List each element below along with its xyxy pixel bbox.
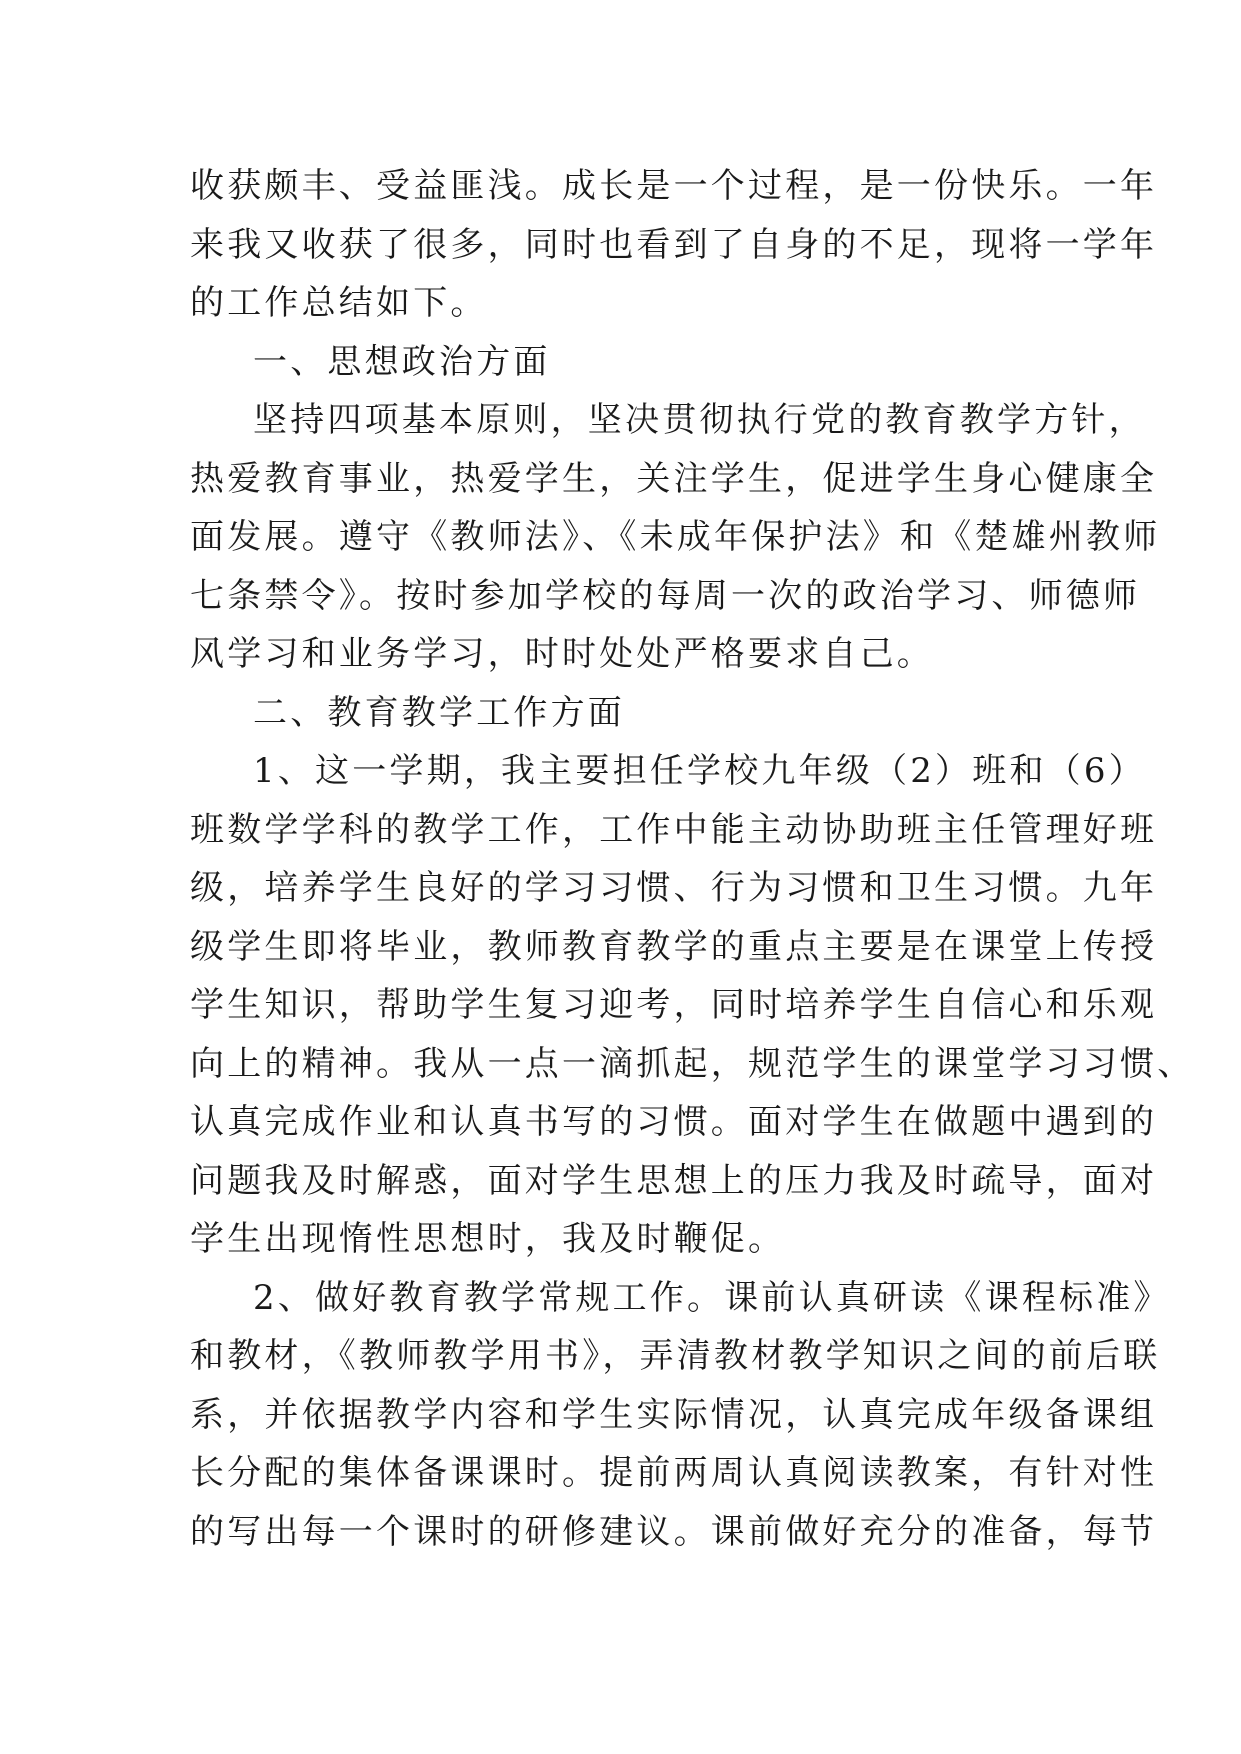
text-line: 级，培养学生良好的学习习惯、行为习惯和卫生习惯。九年 xyxy=(190,868,1158,908)
text-line: 学生出现惰性思想时，我及时鞭促。 xyxy=(190,1219,786,1259)
text-line: 收获颇丰、受益匪浅。成长是一个过程，是一份快乐。一年 xyxy=(190,166,1158,206)
document-body xyxy=(190,157,1195,1561)
text-line: 风学习和业务学习，时时处处严格要求自己。 xyxy=(190,634,934,674)
paragraph-start: 坚持四项基本原则，坚决贯彻执行党的教育教学方针， xyxy=(253,400,1146,440)
text-line: 系，并依据教学内容和学生实际情况，认真完成年级备课组 xyxy=(190,1394,1158,1435)
text-line: 和教材，《教师教学用书》，弄清教材教学知识之间的前后联 xyxy=(190,1336,1161,1376)
text-line: 的工作总结如下。 xyxy=(190,283,488,323)
text-line: 学生知识，帮助学生复习迎考，同时培养学生自信心和乐观 xyxy=(190,985,1158,1025)
text-line: 问题我及时解惑，面对学生思想上的压力我及时疏导，面对 xyxy=(190,1160,1158,1201)
text-line: 级学生即将毕业，教师教育教学的重点主要是在课堂上传授 xyxy=(190,926,1158,967)
text-line: 热爱教育事业，热爱学生，关注学生，促进学生身心健康全 xyxy=(190,458,1158,499)
paragraph-start: 2、做好教育教学常规工作。课前认真研读《课程标准》 xyxy=(253,1277,1171,1318)
text-line: 认真完成作业和认真书写的习惯。面对学生在做题中遇到的 xyxy=(190,1102,1158,1142)
text-line: 向上的精神。我从一点一滴抓起，规范学生的课堂学习习惯、 xyxy=(190,1043,1195,1084)
text-line: 来我又收获了很多，同时也看到了自身的不足，现将一学年 xyxy=(190,224,1158,265)
text-line: 长分配的集体备课课时。提前两周认真阅读教案，有针对性 xyxy=(190,1453,1158,1493)
text-line: 的写出每一个课时的研修建议。课前做好充分的准备，每节 xyxy=(190,1511,1158,1552)
text-line: 面发展。遵守《教师法》、《未成年保护法》和《楚雄州教师 xyxy=(190,517,1161,557)
paragraph-start: 1、这一学期，我主要担任学校九年级（2）班和（6） xyxy=(253,751,1146,791)
section-heading: 二、教育教学工作方面 xyxy=(253,692,625,733)
text-line: 班数学学科的教学工作，工作中能主动协助班主任管理好班 xyxy=(190,809,1158,850)
section-heading: 一、思想政治方面 xyxy=(253,341,551,382)
text-line: 七条禁令》。按时参加学校的每周一次的政治学习、师德师 xyxy=(190,575,1141,616)
